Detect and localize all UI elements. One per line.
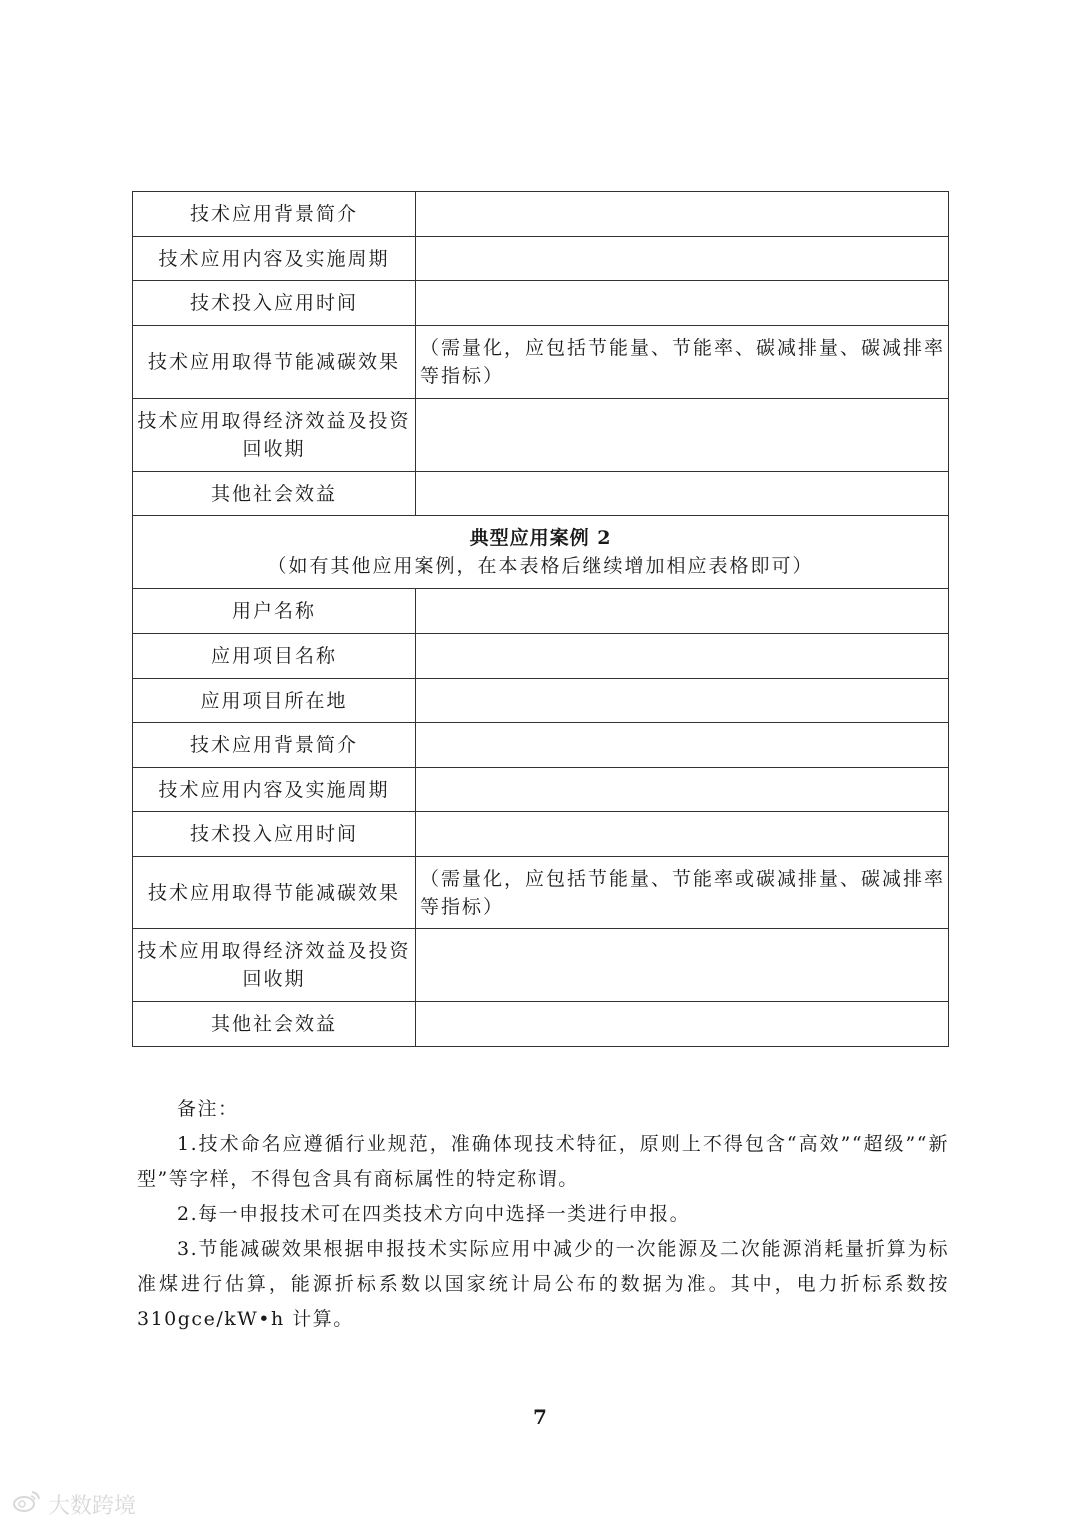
form-row bbox=[133, 723, 949, 768]
row-label: 技术应用取得节能减碳效果 bbox=[133, 326, 416, 399]
form-row bbox=[133, 589, 949, 634]
row-value: （需量化，应包括节能量、节能率、碳减排量、碳减排率等指标） bbox=[416, 326, 949, 399]
row-label: 技术应用取得节能减碳效果 bbox=[133, 857, 416, 929]
page-number: 7 bbox=[533, 1405, 547, 1429]
row-label: 技术应用背景简介 bbox=[133, 723, 416, 768]
row-label: 技术应用内容及实施周期 bbox=[133, 237, 416, 281]
notes-section bbox=[137, 1092, 949, 1337]
note-item: 2.每一申报技术可在四类技术方向中选择一类进行申报。 bbox=[177, 1203, 691, 1225]
row-label: 技术投入应用时间 bbox=[133, 812, 416, 857]
form-row bbox=[133, 281, 949, 326]
weibo-icon bbox=[12, 1488, 42, 1520]
watermark bbox=[12, 1488, 136, 1520]
row-value bbox=[416, 1002, 949, 1047]
form-row bbox=[133, 399, 949, 472]
row-value bbox=[416, 237, 949, 281]
section-note: （如有其他应用案例，在本表格后继续增加相应表格即可） bbox=[267, 555, 814, 577]
row-value bbox=[416, 634, 949, 679]
application-form-table bbox=[132, 191, 949, 1047]
row-label: 用户名称 bbox=[133, 589, 416, 634]
form-row bbox=[133, 237, 949, 281]
row-value bbox=[416, 812, 949, 857]
form-row bbox=[133, 472, 949, 516]
row-value bbox=[416, 929, 949, 1002]
watermark-text: 大数跨境 bbox=[48, 1493, 137, 1519]
row-label: 技术应用取得经济效益及投资回收期 bbox=[133, 929, 416, 1002]
row-value bbox=[416, 399, 949, 472]
row-label: 技术投入应用时间 bbox=[133, 281, 416, 326]
row-label: 技术应用背景简介 bbox=[133, 192, 416, 237]
row-value: （需量化，应包括节能量、节能率或碳减排量、碳减排率等指标） bbox=[416, 857, 949, 929]
form-row bbox=[133, 326, 949, 399]
note-item: 1.技术命名应遵循行业规范，准确体现技术特征，原则上不得包含“高效”“超级”“新型”等字样，不得包含具有商标属性的特定称谓。 bbox=[137, 1133, 949, 1190]
notes-heading: 备注： bbox=[177, 1098, 239, 1120]
row-label: 其他社会效益 bbox=[133, 1002, 416, 1047]
row-value bbox=[416, 472, 949, 516]
section-header bbox=[133, 516, 949, 589]
row-value bbox=[416, 679, 949, 723]
form-row bbox=[133, 929, 949, 1002]
row-label: 应用项目名称 bbox=[133, 634, 416, 679]
row-label: 其他社会效益 bbox=[133, 472, 416, 516]
form-row bbox=[133, 679, 949, 723]
row-label: 应用项目所在地 bbox=[133, 679, 416, 723]
row-value bbox=[416, 281, 949, 326]
form-row bbox=[133, 768, 949, 812]
section-title: 典型应用案例 2 bbox=[469, 527, 612, 549]
row-value bbox=[416, 768, 949, 812]
form-row bbox=[133, 1002, 949, 1047]
section-header-row bbox=[133, 516, 949, 589]
row-label: 技术应用内容及实施周期 bbox=[133, 768, 416, 812]
row-value bbox=[416, 192, 949, 237]
form-row bbox=[133, 192, 949, 237]
note-item: 3.节能减碳效果根据申报技术实际应用中减少的一次能源及二次能源消耗量折算为标准煤进行估算，能源折标系数以国家统计局公布的数据为准。其中，电力折标系数按 310gce/kW•h 计算。 bbox=[137, 1238, 949, 1330]
row-value bbox=[416, 589, 949, 634]
form-row bbox=[133, 857, 949, 929]
form-row bbox=[133, 812, 949, 857]
form-row bbox=[133, 634, 949, 679]
row-label: 技术应用取得经济效益及投资回收期 bbox=[133, 399, 416, 472]
row-value bbox=[416, 723, 949, 768]
